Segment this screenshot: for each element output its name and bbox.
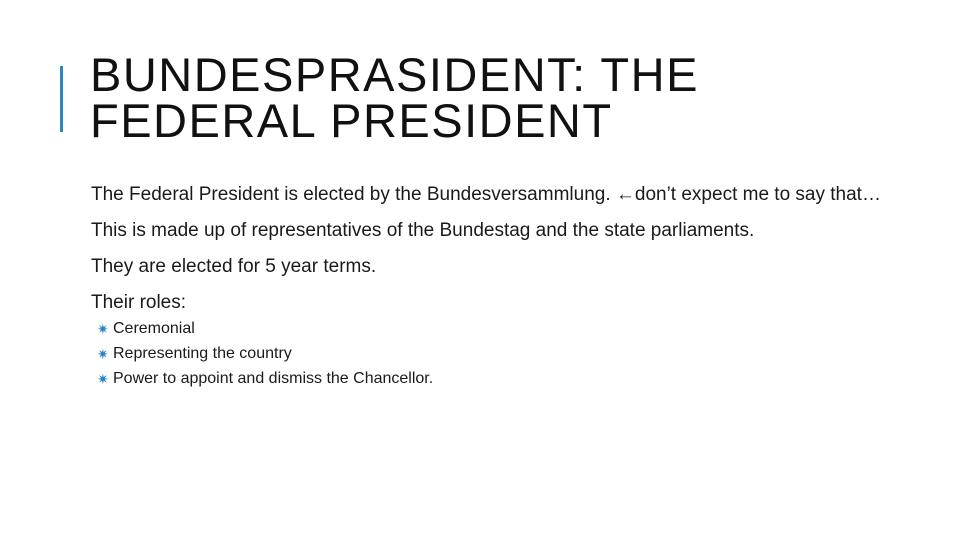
list-item: [97, 341, 881, 366]
bullet-star-icon: ✷: [97, 345, 109, 362]
title-accent-bar: [60, 66, 63, 132]
list-item: [97, 316, 881, 341]
bullet-star-icon: ✷: [97, 370, 109, 387]
slide-title: BUNDESPRASIDENT: THE FEDERAL PRESIDENT: [90, 48, 699, 147]
role-label: Ceremonial: [113, 320, 195, 337]
paragraph-terms: They are elected for 5 year terms.: [91, 256, 377, 277]
paragraph-composition: This is made up of representatives of the Bundestag and the state parliaments.: [91, 220, 755, 241]
roles-list: [97, 316, 881, 391]
role-label: Representing the country: [113, 345, 292, 362]
list-item: [97, 366, 881, 391]
slide-body: [91, 183, 881, 391]
role-label: Power to appoint and dismiss the Chancellor.: [113, 370, 434, 387]
paragraph-roles-heading: Their roles:: [91, 292, 187, 313]
bullet-star-icon: ✷: [97, 320, 109, 337]
paragraph-election: The Federal President is elected by the Bundesversammlung. ←don’t expect me to say that…: [91, 184, 881, 205]
